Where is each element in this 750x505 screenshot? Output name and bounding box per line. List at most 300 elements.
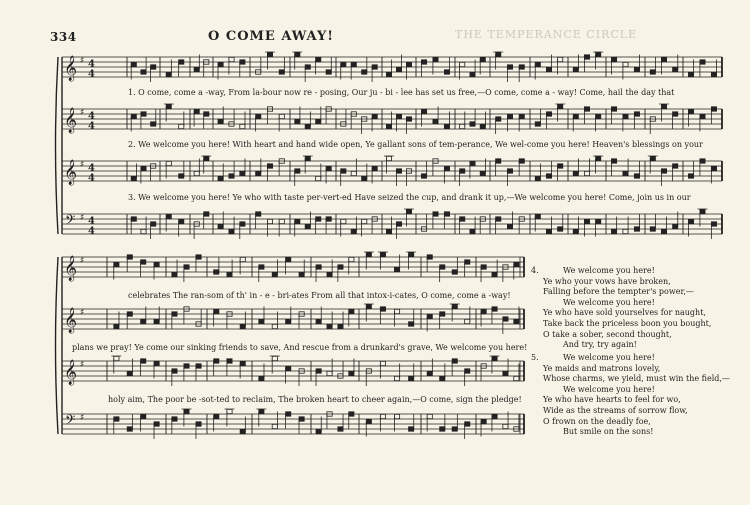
note-head: [326, 70, 331, 74]
note-head: [421, 60, 426, 64]
note-head: [503, 317, 508, 321]
note-head: [673, 224, 678, 228]
note-head: [316, 429, 321, 433]
verse-4: [531, 266, 711, 351]
note-head: [299, 417, 304, 421]
note-head: [240, 429, 245, 433]
note-head: [279, 70, 284, 74]
note-head: [114, 356, 119, 360]
note-head: [514, 262, 519, 266]
note-head: [470, 72, 475, 76]
verse-4-line: Falling before the tempter's power,—: [543, 287, 694, 297]
note-head: [546, 174, 551, 178]
note-head: [349, 412, 354, 416]
treble-clef: 𝄞: [64, 56, 78, 81]
note-head: [341, 62, 346, 66]
note-head: [196, 422, 201, 426]
note-head: [141, 229, 146, 233]
note-head: [465, 319, 470, 323]
note-head: [650, 70, 655, 74]
note-head: [166, 161, 171, 165]
note-head: [611, 159, 616, 163]
note-head: [131, 114, 136, 118]
note-head: [480, 124, 485, 128]
note-head: [166, 214, 171, 218]
note-head: [256, 212, 261, 216]
note-head: [558, 227, 563, 231]
note-head: [481, 265, 486, 269]
note-head: [326, 217, 331, 221]
note-head: [267, 52, 272, 56]
note-head: [172, 272, 177, 276]
note-head: [623, 114, 628, 118]
note-head: [650, 227, 655, 231]
note-head: [372, 166, 377, 170]
note-head: [349, 257, 354, 261]
note-head: [194, 109, 199, 113]
note-head: [496, 117, 501, 121]
note-head: [711, 166, 716, 170]
note-head: [179, 60, 184, 64]
note-head: [362, 176, 367, 180]
note-head: [623, 62, 628, 66]
note-head: [503, 371, 508, 375]
time-signature: 4: [88, 111, 95, 122]
time-signature: 4: [88, 173, 95, 184]
note-head: [386, 124, 391, 128]
note-head: [131, 62, 136, 66]
note-head: [452, 270, 457, 274]
note-head: [396, 114, 401, 118]
note-head: [141, 70, 146, 74]
note-head: [460, 62, 465, 66]
note-head: [386, 229, 391, 233]
lyric-line-bottom-2: plans we pray! Ye come our sinking friends to save, And rescue from a drunkard's grave, We welcome you here!: [72, 343, 528, 352]
note-head: [151, 122, 156, 126]
note-head: [286, 319, 291, 323]
note-head: [194, 67, 199, 71]
note-head: [584, 171, 589, 175]
note-head: [172, 369, 177, 373]
bleed-through-header: THE TEMPERANCE CIRCLE: [455, 28, 638, 41]
note-head: [279, 219, 284, 223]
note-head: [349, 309, 354, 313]
note-head: [327, 371, 332, 375]
note-head: [114, 417, 119, 421]
hymn-title: O COME AWAY!: [208, 29, 334, 44]
note-head: [341, 169, 346, 173]
verse-5-line: But smile on the sons!: [563, 427, 654, 437]
note-head: [440, 312, 445, 316]
treble-clef: 𝄞: [64, 256, 78, 281]
note-head: [372, 114, 377, 118]
lyric-line-bottom-1: celebrates The ran-som of th' in - e - bri-ates From all that intox-i-cates, O come, come a -way!: [128, 291, 511, 300]
note-head: [141, 112, 146, 116]
note-head: [141, 166, 146, 170]
note-head: [214, 309, 219, 313]
note-head: [240, 124, 245, 128]
note-head: [272, 356, 277, 360]
note-head: [584, 55, 589, 59]
note-head: [514, 376, 519, 380]
note-head: [214, 414, 219, 418]
key-signature-sharp: ♯: [80, 360, 85, 370]
note-head: [240, 60, 245, 64]
lyric-line-top-1: 1. O come, come a -way, From la-bour now re - posing, Our ju - bi - lee has set us free,—O come, come a - way! Come, hail the day that: [128, 88, 675, 97]
note-head: [409, 252, 414, 256]
note-head: [433, 212, 438, 216]
note-head: [179, 219, 184, 223]
note-head: [154, 361, 159, 365]
note-head: [272, 324, 277, 328]
note-head: [286, 257, 291, 261]
note-head: [267, 219, 272, 223]
note-head: [351, 229, 356, 233]
time-signature: 4: [88, 121, 95, 132]
note-head: [127, 371, 132, 375]
note-head: [573, 67, 578, 71]
note-head: [272, 272, 277, 276]
note-head: [141, 319, 146, 323]
note-head: [496, 217, 501, 221]
note-head: [341, 219, 346, 223]
note-head: [452, 304, 457, 308]
note-head: [503, 424, 508, 428]
verse-5-line: Whose charms, we yield, must win the field,—: [543, 374, 730, 384]
note-head: [623, 229, 628, 233]
note-head: [316, 369, 321, 373]
note-head: [688, 174, 693, 178]
brace: [56, 257, 59, 434]
note-head: [496, 52, 501, 56]
page-number: 334: [50, 30, 77, 44]
note-head: [394, 414, 399, 418]
note-head: [214, 359, 219, 363]
note-head: [611, 229, 616, 233]
note-head: [151, 222, 156, 226]
note-head: [688, 109, 693, 113]
note-head: [596, 114, 601, 118]
note-head: [218, 176, 223, 180]
note-head: [305, 156, 310, 160]
note-head: [688, 219, 693, 223]
note-head: [295, 169, 300, 173]
note-head: [396, 222, 401, 226]
key-signature-sharp: ♯: [80, 256, 85, 266]
note-head: [427, 314, 432, 318]
note-head: [204, 212, 209, 216]
note-head: [661, 104, 666, 108]
note-head: [316, 319, 321, 323]
note-head: [611, 107, 616, 111]
note-head: [480, 171, 485, 175]
verse-4-line: Ye who your vows have broken,: [543, 276, 671, 286]
note-head: [700, 60, 705, 64]
note-head: [386, 156, 391, 160]
note-head: [184, 364, 189, 368]
note-head: [316, 57, 321, 61]
note-head: [366, 252, 371, 256]
bass-clef: 𝄢: [65, 412, 76, 431]
note-head: [444, 70, 449, 74]
verse-5: [531, 353, 730, 438]
lyric-line-top-2: 2. We welcome you here! With heart and hand wide open, Ye gallant sons of tem-perance, We wel-come you here! Heaven's blessings on your: [128, 140, 703, 149]
note-head: [546, 112, 551, 116]
note-head: [127, 427, 132, 431]
note-head: [492, 272, 497, 276]
note-head: [634, 227, 639, 231]
note-head: [259, 409, 264, 413]
note-head: [316, 265, 321, 269]
note-head: [440, 265, 445, 269]
note-head: [229, 57, 234, 61]
note-head: [634, 112, 639, 116]
note-head: [184, 265, 189, 269]
note-head: [127, 312, 132, 316]
note-head: [427, 255, 432, 259]
note-head: [362, 219, 367, 223]
note-head: [179, 174, 184, 178]
note-head: [240, 222, 245, 226]
note-head: [229, 174, 234, 178]
note-head: [700, 114, 705, 118]
note-head: [421, 174, 426, 178]
note-head: [460, 169, 465, 173]
note-head: [596, 219, 601, 223]
time-signature: 4: [88, 69, 95, 80]
note-head: [141, 414, 146, 418]
note-head: [259, 265, 264, 269]
note-head: [362, 70, 367, 74]
note-head: [194, 171, 199, 175]
note-head: [316, 176, 321, 180]
note-head: [460, 217, 465, 221]
note-head: [427, 414, 432, 418]
note-head: [700, 159, 705, 163]
note-head: [227, 272, 232, 276]
note-head: [573, 114, 578, 118]
note-head: [650, 156, 655, 160]
treble-clef: 𝄞: [64, 108, 78, 133]
note-head: [711, 72, 716, 76]
note-head: [380, 361, 385, 365]
note-head: [204, 112, 209, 116]
note-head: [295, 219, 300, 223]
note-head: [444, 124, 449, 128]
note-head: [272, 424, 277, 428]
note-head: [380, 414, 385, 418]
note-head: [154, 319, 159, 323]
note-head: [406, 62, 411, 66]
note-head: [584, 219, 589, 223]
brace: [56, 57, 59, 234]
note-head: [421, 109, 426, 113]
time-signature: 4: [88, 226, 95, 237]
note-head: [305, 124, 310, 128]
note-head: [240, 361, 245, 365]
note-head: [305, 224, 310, 228]
note-head: [316, 119, 321, 123]
time-signature: 4: [88, 163, 95, 174]
note-head: [305, 65, 310, 69]
note-head: [535, 176, 540, 180]
note-head: [409, 322, 414, 326]
note-head: [295, 52, 300, 56]
note-head: [267, 164, 272, 168]
treble-clef: 𝄞: [64, 308, 78, 333]
time-signature: 4: [88, 216, 95, 227]
note-head: [481, 419, 486, 423]
note-head: [661, 57, 666, 61]
note-head: [299, 272, 304, 276]
note-head: [409, 376, 414, 380]
note-head: [452, 427, 457, 431]
note-head: [256, 171, 261, 175]
note-head: [141, 359, 146, 363]
note-head: [535, 62, 540, 66]
note-head: [480, 57, 485, 61]
note-head: [151, 65, 156, 69]
note-head: [127, 255, 132, 259]
note-head: [546, 67, 551, 71]
note-head: [673, 67, 678, 71]
verse-5-line: Ye who have hearts to feel for wo,: [543, 395, 681, 405]
note-head: [465, 260, 470, 264]
verse-4-line: Ye who have sold yourselves for naught,: [543, 308, 706, 318]
note-head: [338, 324, 343, 328]
note-head: [196, 255, 201, 259]
note-head: [558, 57, 563, 61]
note-head: [372, 65, 377, 69]
note-head: [351, 171, 356, 175]
note-head: [406, 209, 411, 213]
note-head: [634, 174, 639, 178]
note-head: [519, 114, 524, 118]
note-head: [596, 52, 601, 56]
lyric-line-bottom-3: holy aim, The poor be -sot-ted to reclaim, The broken heart to cheer again,—O come, sign the pledge!: [108, 395, 522, 404]
note-head: [700, 209, 705, 213]
note-head: [204, 156, 209, 160]
note-head: [470, 161, 475, 165]
note-head: [470, 229, 475, 233]
note-head: [279, 114, 284, 118]
note-head: [406, 117, 411, 121]
note-head: [492, 356, 497, 360]
note-head: [470, 122, 475, 126]
note-head: [433, 57, 438, 61]
note-head: [584, 107, 589, 111]
note-head: [558, 164, 563, 168]
verse-5-line: Wide as the streams of sorrow flow,: [543, 405, 688, 415]
note-head: [492, 307, 497, 311]
note-head: [380, 252, 385, 256]
note-head: [380, 307, 385, 311]
note-head: [535, 122, 540, 126]
note-head: [396, 67, 401, 71]
note-head: [366, 419, 371, 423]
note-head: [366, 304, 371, 308]
note-head: [338, 427, 343, 431]
note-head: [519, 159, 524, 163]
note-head: [444, 166, 449, 170]
note-head: [316, 217, 321, 221]
note-head: [496, 159, 501, 163]
note-head: [131, 176, 136, 180]
treble-clef: 𝄞: [64, 360, 78, 385]
note-head: [394, 267, 399, 271]
lyric-line-top-3: 3. We welcome you here! Ye who with taste per-vert-ed Have seized the cup, and drank it up,—We welcome you here! Come, join us in our: [128, 193, 691, 202]
note-head: [507, 224, 512, 228]
note-head: [286, 412, 291, 416]
note-head: [259, 319, 264, 323]
note-head: [396, 169, 401, 173]
note-head: [326, 166, 331, 170]
note-head: [218, 119, 223, 123]
verse-4-line: We welcome you here!: [563, 297, 655, 307]
note-head: [338, 265, 343, 269]
note-head: [661, 169, 666, 173]
note-head: [166, 104, 171, 108]
note-head: [259, 376, 264, 380]
note-head: [227, 409, 232, 413]
note-head: [492, 414, 497, 418]
verse-5-line: We welcome you here!: [563, 384, 655, 394]
note-head: [256, 114, 261, 118]
note-head: [184, 409, 189, 413]
note-head: [596, 156, 601, 160]
verse-4-line: O take a sober, second thought,: [543, 329, 672, 339]
note-head: [465, 369, 470, 373]
note-head: [573, 171, 578, 175]
note-head: [661, 229, 666, 233]
key-signature-sharp: ♯: [80, 213, 85, 223]
note-head: [114, 324, 119, 328]
note-head: [172, 312, 177, 316]
note-head: [673, 164, 678, 168]
note-head: [218, 224, 223, 228]
note-head: [179, 124, 184, 128]
key-signature-sharp: ♯: [80, 308, 85, 318]
note-head: [327, 324, 332, 328]
note-head: [240, 171, 245, 175]
verse-4-line: Take back the priceless boon you bought,: [543, 318, 712, 328]
time-signature: 4: [88, 59, 95, 70]
note-head: [131, 217, 136, 221]
note-head: [433, 119, 438, 123]
note-head: [514, 319, 519, 323]
note-head: [386, 72, 391, 76]
verse-5-line: We welcome you here!: [563, 353, 655, 362]
note-head: [673, 112, 678, 116]
verse-4-line: We welcome you here!: [563, 266, 655, 275]
note-head: [507, 114, 512, 118]
note-head: [154, 262, 159, 266]
note-head: [295, 119, 300, 123]
verse-4-line: And try, try again!: [563, 340, 637, 350]
verse-5-line: Ye maids and matrons lovely,: [543, 363, 661, 373]
note-head: [227, 359, 232, 363]
note-head: [394, 309, 399, 313]
key-signature-sharp: ♯: [80, 108, 85, 118]
note-head: [558, 104, 563, 108]
note-head: [611, 57, 616, 61]
note-head: [327, 272, 332, 276]
note-head: [440, 427, 445, 431]
note-head: [519, 65, 524, 69]
bass-clef: 𝄢: [65, 212, 76, 231]
treble-clef: 𝄞: [64, 160, 78, 185]
verse-4-number: 4.: [531, 266, 539, 275]
